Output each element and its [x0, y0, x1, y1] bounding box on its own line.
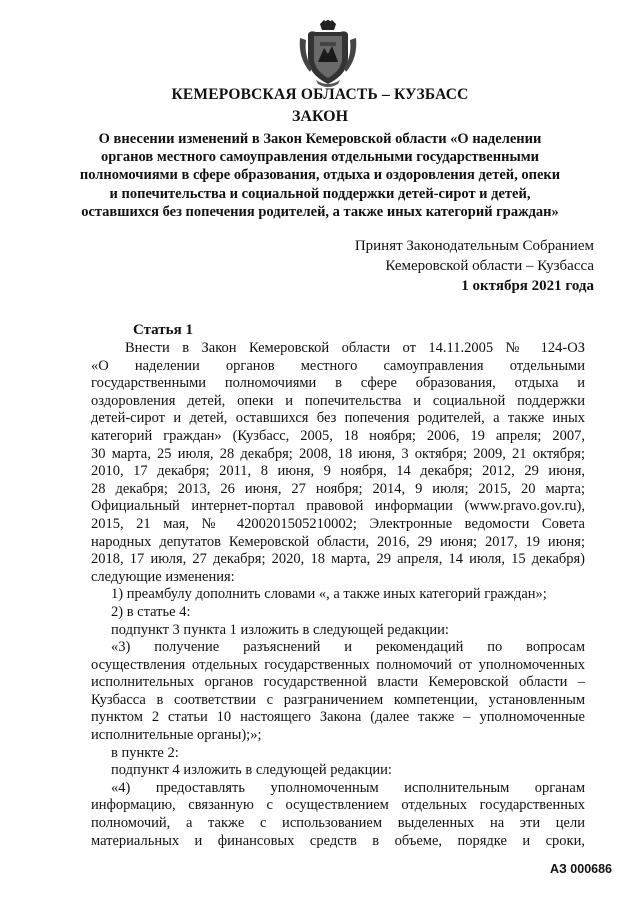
text-line: «4) предоставлять уполномоченным исполнительным органам — [111, 779, 585, 796]
text-line: исполнительных органов государственной власти Кемеровской области – — [91, 674, 585, 691]
article-body — [91, 340, 585, 850]
adoption-date: 1 октября 2021 года — [461, 278, 594, 294]
law-title-line: органов местного самоуправления отдельными государственными — [100, 149, 540, 166]
text-line: 2) в статье 4: — [111, 603, 191, 620]
text-line: пунктом 2 статьи 10 настоящего Закона (далее также – уполномоченные — [91, 709, 585, 726]
text-line: 2018, 17 июля, 27 декабря; 2020, 18 марта, 29 апреля, 14 июля, 15 декабря) — [91, 551, 585, 568]
text-line: «О наделении органов местного самоуправления отдельными — [91, 357, 585, 374]
text-line: материальных и финансовых средств в объеме, порядке и сроки, — [91, 832, 585, 849]
text-line: категорий граждан» (Кузбасс, 2005, 18 ноября; 2006, 19 апреля; 2007, — [91, 427, 585, 444]
text-line: исполнительные органы);»; — [91, 727, 262, 744]
text-line: полномочий, а также с использованием выделенных на эти цели — [91, 815, 585, 832]
article-heading: Статья 1 — [133, 322, 193, 338]
text-line: информацию, связанную с осуществлением отдельных государственных — [91, 797, 585, 814]
text-line: 1) преамбулу дополнить словами «, а также иных категорий граждан»; — [111, 586, 547, 603]
text-line: осуществления отдельных государственных полномочий от уполномоченных — [91, 656, 585, 673]
adoption-line: Кемеровской области – Кузбасса — [385, 258, 594, 274]
serial-number: АЗ 000686 — [549, 862, 612, 876]
coat-of-arms-icon — [296, 18, 360, 88]
adoption-note — [355, 236, 594, 296]
text-line: 28 декабря; 2013, 26 июня, 27 ноября; 2014, 9 июля; 2015, 20 марта; — [91, 480, 585, 497]
document-type: ЗАКОН — [291, 108, 349, 125]
text-line: 30 марта, 25 июля, 28 декабря; 2008, 18 июня, 3 октября; 2009, 21 октября; — [91, 445, 585, 462]
law-title-line: О внесении изменений в Закон Кемеровской области «О наделении — [98, 131, 542, 147]
region-name: КЕМЕРОВСКАЯ ОБЛАСТЬ – КУЗБАСС — [171, 86, 469, 103]
text-line: следующие изменения: — [91, 568, 235, 585]
text-line: подпункт 4 изложить в следующей редакции: — [111, 762, 392, 779]
text-line: 2010, 17 декабря; 2011, 8 июня, 9 ноября, 14 декабря; 2012, 29 июня, — [91, 463, 585, 480]
law-title-line: и попечительства и социальной поддержки детей-сирот и детей, — [109, 185, 531, 202]
text-line: оздоровления детей, опеки и попечительства и социальной поддержки — [91, 392, 585, 409]
text-line: 2015, 21 мая, № 4200201505210002; Электронные ведомости Совета — [91, 515, 585, 532]
text-line: в пункте 2: — [111, 744, 179, 761]
text-line: Внести в Закон Кемеровской области от 14.11.2005 № 124-ОЗ — [125, 340, 585, 356]
law-title — [0, 130, 640, 221]
text-line: подпункт 3 пункта 1 изложить в следующей редакции: — [111, 621, 449, 638]
text-line: государственными полномочиями в сфере образования, отдыха и — [91, 375, 585, 392]
text-line: Официальный интернет-портал правовой информации (www.pravo.gov.ru), — [91, 498, 585, 515]
law-title-line: полномочиями в сфере образования, отдыха и оздоровления детей, опеки — [79, 167, 561, 184]
adoption-line: Принят Законодательным Собранием — [354, 238, 594, 254]
text-line: детей-сирот и детей, оставшихся без попечения родителей, а также иных — [91, 410, 585, 427]
text-line: Кузбасса в соответствии с разграничением компетенции, установленным — [91, 691, 585, 708]
text-line: «3) получение разъяснений и рекомендаций по вопросам — [111, 639, 585, 656]
law-title-line: оставшихся без попечения родителей, а также иных категорий граждан» — [81, 203, 559, 220]
text-line: народных депутатов Кемеровской области, 2016, 29 июня; 2017, 19 июня; — [91, 533, 585, 550]
